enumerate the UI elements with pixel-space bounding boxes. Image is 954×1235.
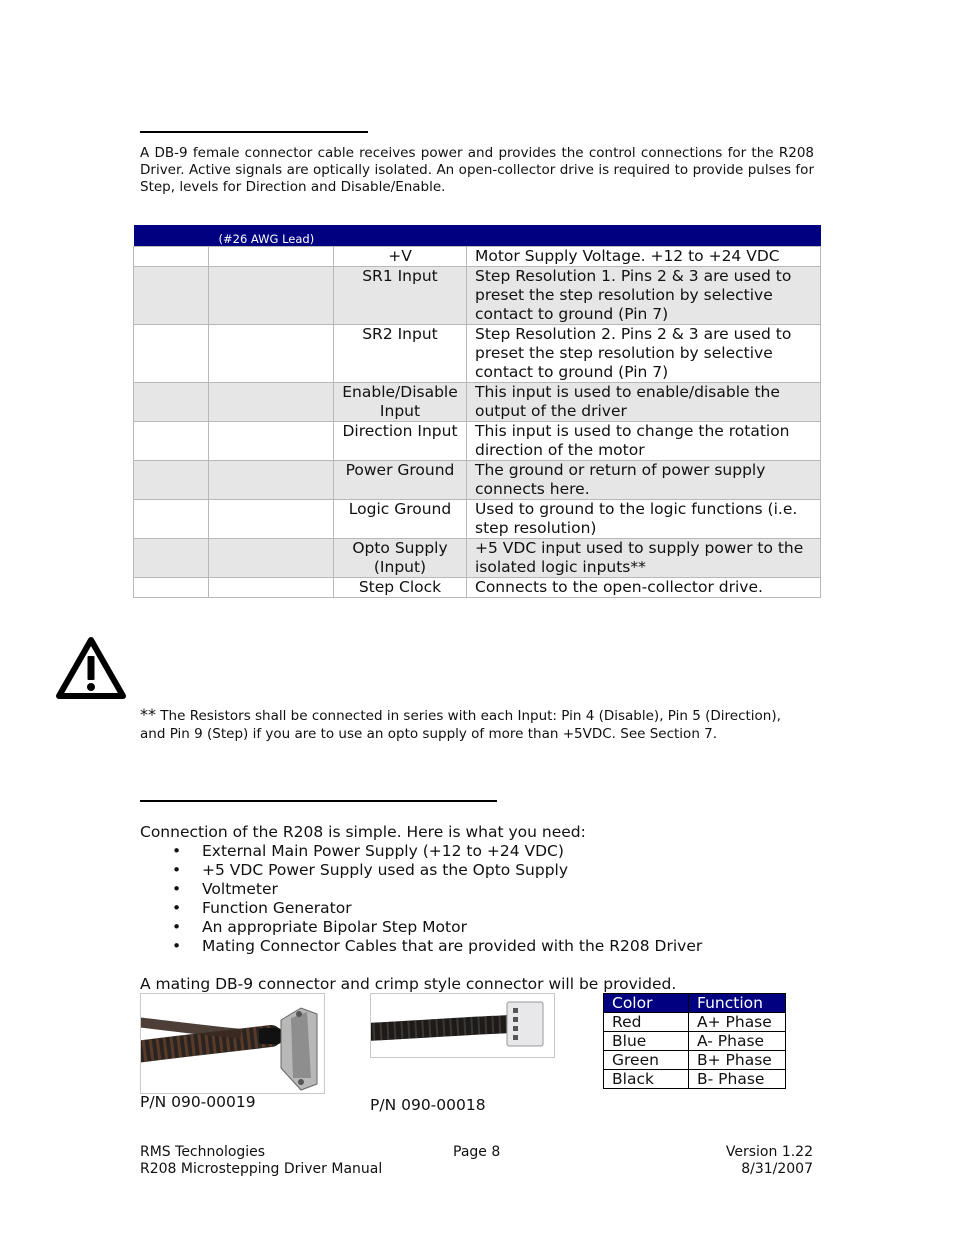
color-table-header — [604, 994, 786, 1013]
pin-cell — [134, 461, 209, 500]
signal-name-cell: Logic Ground — [334, 500, 467, 539]
signal-name-cell: Opto Supply (Input) — [334, 539, 467, 578]
table-row — [134, 500, 821, 539]
section-heading-underline-2 — [140, 800, 497, 802]
note-stars: ** — [140, 705, 156, 724]
table-row — [134, 578, 821, 598]
signal-name-cell: Step Clock — [334, 578, 467, 598]
pin-cell — [134, 267, 209, 325]
wire-header-cell: (#26 AWG Lead) — [209, 225, 334, 247]
db9-cable-photo — [140, 993, 325, 1094]
color-cell: Red — [604, 1013, 689, 1032]
list-item: • Function Generator — [172, 899, 702, 918]
signal-name-cell: SR1 Input — [334, 267, 467, 325]
wire-cell — [209, 267, 334, 325]
note-text: The Resistors shall be connected in series with each Input: Pin 4 (Disable), Pin 5 (Direction), and Pin 9 (Step) if you are to use an opto supply of more than +5VDC. See Section 7. — [140, 708, 781, 742]
pin-cell — [134, 422, 209, 461]
signal-name-cell: +V — [334, 247, 467, 267]
table-row — [134, 267, 821, 325]
table-row — [604, 1051, 786, 1070]
function-header: Function — [689, 994, 786, 1013]
table-row — [134, 383, 821, 422]
crimp-cable-illustration — [371, 994, 554, 1057]
wire-cell — [209, 325, 334, 383]
table-row — [134, 422, 821, 461]
list-item: • Mating Connector Cables that are provided with the R208 Driver — [172, 937, 702, 956]
signal-description-cell: Motor Supply Voltage. +12 to +24 VDC — [467, 247, 821, 267]
warning-triangle-icon — [55, 636, 127, 700]
list-item: • Voltmeter — [172, 880, 702, 899]
signal-name-cell: Power Ground — [334, 461, 467, 500]
signal-description-cell: This input is used to enable/disable the output of the driver — [467, 383, 821, 422]
section-heading-underline-1 — [140, 131, 368, 133]
footer-company: RMS Technologies — [140, 1144, 266, 1160]
part-number-1: P/N 090-00019 — [140, 1093, 256, 1111]
pin-header-cell — [134, 225, 209, 247]
wire-cell — [209, 461, 334, 500]
pin-assignment-table — [133, 225, 821, 598]
color-header: Color — [604, 994, 689, 1013]
pin-cell — [134, 500, 209, 539]
footer-version: Version 1.22 — [725, 1144, 813, 1160]
mating-connector-text: A mating DB-9 connector and crimp style connector will be provided. — [140, 975, 677, 993]
signal-description-cell: Step Resolution 2. Pins 2 & 3 are used to preset the step resolution by selective contact to ground (Pin 7) — [467, 325, 821, 383]
table-row — [134, 461, 821, 500]
footer-date: 8/31/2007 — [741, 1161, 813, 1177]
color-cell: Green — [604, 1051, 689, 1070]
table-row — [604, 1070, 786, 1089]
list-item: • +5 VDC Power Supply used as the Opto Supply — [172, 861, 702, 880]
pin-cell — [134, 247, 209, 267]
wire-cell — [209, 578, 334, 598]
wire-cell — [209, 500, 334, 539]
signal-name-cell: Enable/Disable Input — [334, 383, 467, 422]
name-header-cell — [334, 225, 467, 247]
resistor-note — [140, 706, 800, 743]
color-cell: Black — [604, 1070, 689, 1089]
list-item: • An appropriate Bipolar Step Motor — [172, 918, 702, 937]
list-item: • External Main Power Supply (+12 to +24 VDC) — [172, 842, 702, 861]
signal-description-cell: Connects to the open-collector drive. — [467, 578, 821, 598]
signal-name-cell: Direction Input — [334, 422, 467, 461]
function-cell: B+ Phase — [689, 1051, 786, 1070]
table-row — [604, 1013, 786, 1032]
wire-color-table — [603, 993, 786, 1089]
signal-description-cell: Step Resolution 1. Pins 2 & 3 are used to preset the step resolution by selective contact to ground (Pin 7) — [467, 267, 821, 325]
pin-cell — [134, 383, 209, 422]
db9-cable-illustration — [141, 994, 324, 1093]
part-number-2: P/N 090-00018 — [370, 1096, 486, 1114]
footer-page-number: Page 8 — [453, 1144, 501, 1160]
pin-table-header — [134, 225, 821, 247]
wire-cell — [209, 383, 334, 422]
signal-description-cell: +5 VDC input used to supply power to the isolated logic inputs** — [467, 539, 821, 578]
function-cell: B- Phase — [689, 1070, 786, 1089]
table-row — [134, 247, 821, 267]
color-cell: Blue — [604, 1032, 689, 1051]
pin-cell — [134, 325, 209, 383]
signal-description-cell: Used to ground to the logic functions (i.e. step resolution) — [467, 500, 821, 539]
function-cell: A- Phase — [689, 1032, 786, 1051]
requirements-list — [172, 842, 702, 956]
description-header-cell — [467, 225, 821, 247]
table-row — [134, 325, 821, 383]
wire-cell — [209, 247, 334, 267]
wire-cell — [209, 422, 334, 461]
pin-cell — [134, 578, 209, 598]
signal-description-cell: The ground or return of power supply connects here. — [467, 461, 821, 500]
connector-description: A DB-9 female connector cable receives power and provides the control connections for the R208 Driver. Active signals are optically isolated. An open-collector drive is required to provide pulses for Step, levels for Direction and Disable/Enable. — [140, 145, 814, 195]
table-row — [604, 1032, 786, 1051]
function-cell: A+ Phase — [689, 1013, 786, 1032]
crimp-cable-photo — [370, 993, 555, 1058]
signal-name-cell: SR2 Input — [334, 325, 467, 383]
footer-manual-title: R208 Microstepping Driver Manual — [140, 1161, 383, 1177]
pin-cell — [134, 539, 209, 578]
signal-description-cell: This input is used to change the rotation direction of the motor — [467, 422, 821, 461]
table-row — [134, 539, 821, 578]
wire-cell — [209, 539, 334, 578]
connection-intro: Connection of the R208 is simple. Here is what you need: — [140, 823, 586, 841]
